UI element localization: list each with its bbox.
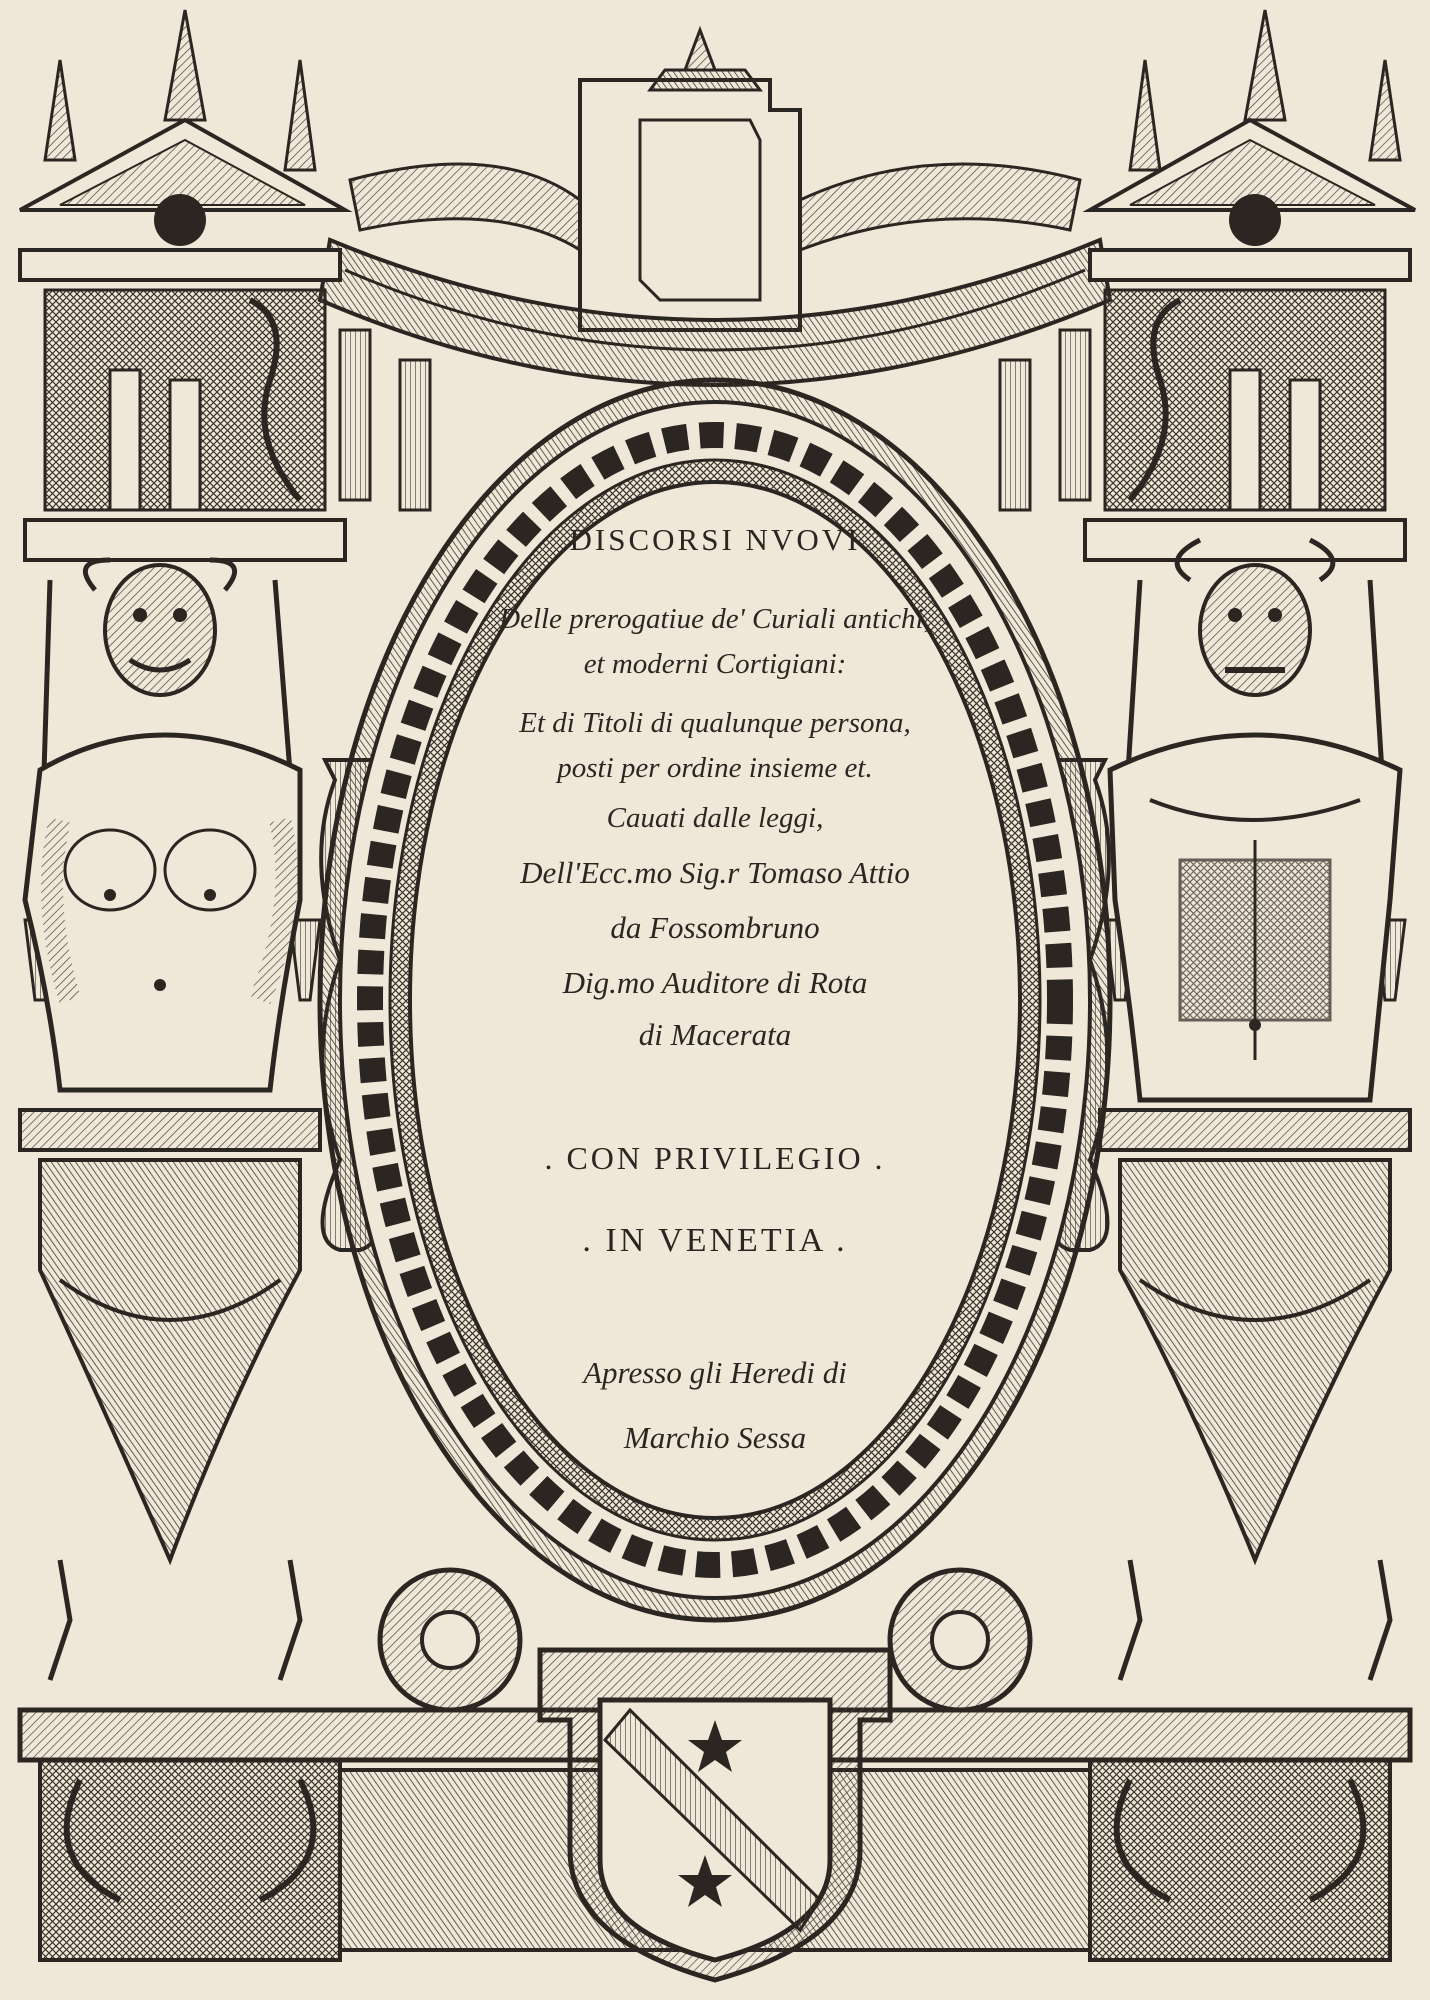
author-line: da Fossombruno	[610, 910, 820, 945]
subtitle-line: Delle prerogatiue de' Curiali antichi,	[499, 603, 931, 635]
imprint-line: Marchio Sessa	[623, 1420, 807, 1455]
author-line: Dell'Ecc.mo Sig.r Tomaso Attio	[520, 855, 910, 890]
subtitle-line: et moderni Cortigiani:	[583, 648, 847, 680]
privilege-line: . CON PRIVILEGIO .	[544, 1140, 886, 1176]
author-line: di Macerata	[638, 1017, 792, 1052]
author-line: Dig.mo Auditore di Rota	[562, 965, 868, 1000]
book-title-heading: DISCORSI NVOVI	[569, 522, 861, 557]
subtitle-line: posti per ordine insieme et.	[557, 752, 873, 784]
subtitle-line: Cauati dalle leggi,	[606, 802, 824, 834]
place-line: . IN VENETIA .	[582, 1222, 848, 1259]
imprint-line: Apresso gli Heredi di	[583, 1355, 847, 1390]
subtitle-line: Et di Titoli di qualunque persona,	[519, 707, 911, 739]
